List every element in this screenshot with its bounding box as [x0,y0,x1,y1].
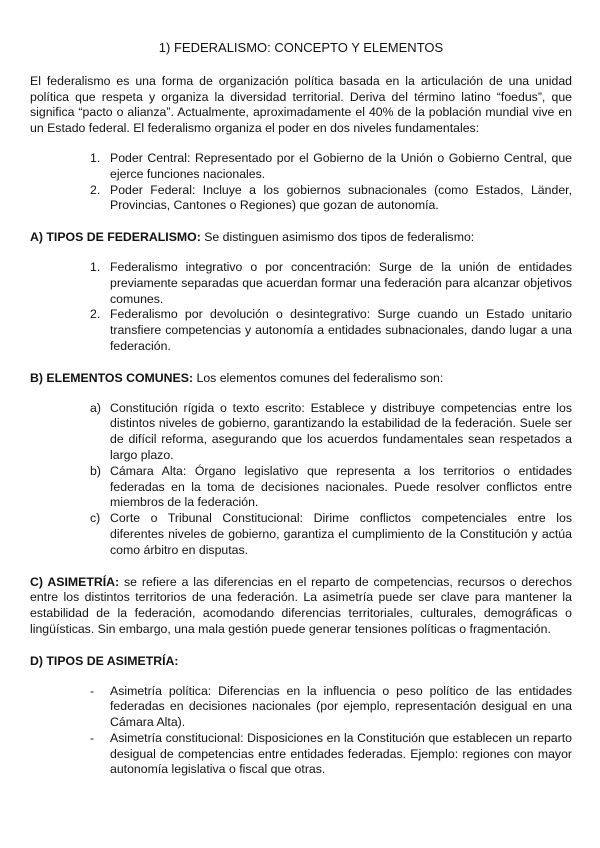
section-d-heading: D) TIPOS DE ASIMETRÍA: [30,653,179,668]
list-item-text: Cámara Alta: Órgano legislativo que representa a los territorios o entidades federadas en la toma de decisiones nacionales. Puede resolver conflictos entre miembros de la federación. [110,463,572,510]
list-item-text: Corte o Tribunal Constitucional: Dirime conflictos competenciales entre los diferentes niveles de gobierno, garantiza el cumplimiento de la Constitución y actúa como árbitro en disputas. [110,511,572,557]
list-marker: - [90,730,95,745]
list-item-text: Federalismo por devolución o desintegrativo: Surge cuando un Estado unitario transfiere competencias y autonomía a entidades subnacionales, dando lugar a una federación. [110,307,572,353]
list-marker: b) [90,463,101,478]
federalism-types-list [30,260,572,355]
list-marker: 1. [90,259,101,274]
document-page [30,40,572,778]
list-item [30,684,572,731]
list-item-text: Asimetría política: Diferencias en la influencia o peso político de las entidades federadas en decisiones nacionales (por ejemplo, representación desigual en una Cámara Alta). [110,683,572,730]
list-marker: 1. [90,150,101,165]
list-item [30,183,572,215]
section-b-heading: B) ELEMENTOS COMUNES: [30,370,194,385]
list-item [30,260,572,307]
section-a-text: Se distinguen asimismo dos tipos de federalismo: [200,230,475,245]
section-c-text: se refiere a las diferencias en el reparto de competencias, recursos o derechos entre los distintos territorios de una federación. La asimetría puede ser clave para mantener la estabilidad de la federación, acomodando diferencias territoriales, culturales, demográficas o lingüísticas. Sin embargo, una mala gestión puede generar tensiones políticas o fragmentación. [30,574,572,636]
page-title: 1) FEDERALISMO: CONCEPTO Y ELEMENTOS [158,40,444,55]
list-item [30,151,572,183]
common-elements-list [30,401,572,559]
asymmetry-types-list [30,684,572,779]
section-a-heading-paragraph [30,230,572,246]
list-marker: a) [90,400,101,415]
list-item-text: Poder Federal: Incluye a los gobiernos subnacionales (como Estados, Länder, Provincias, Cantones o Regiones) que gozan de autonomía. [110,182,572,213]
list-item [30,731,572,778]
list-item [30,307,572,354]
list-item-text: Constitución rígida o texto escrito: Establece y distribuye competencias entre los distintos niveles de gobierno, garantizando la estabilidad de la federación. Suele ser de difícil reforma, asegurando que los acuerdos fundamentales sean respetados a largo plazo. [110,400,572,462]
list-item [30,511,572,558]
list-item-text: Federalismo integrativo o por concentración: Surge de la unión de entidades previamente separadas que acuerdan formar una federación para alcanzar objetivos comunes. [110,259,572,306]
list-marker: 2. [90,182,101,197]
section-b-text: Los elementos comunes del federalismo son: [193,370,444,385]
levels-list [30,151,572,214]
section-a-heading: A) TIPOS DE FEDERALISMO: [30,230,201,245]
intro-paragraph: El federalismo es una forma de organización política basada en la articulación de una unidad política que respeta y organiza la diversidad territorial. Deriva del término latino “foedus”, que significa “pacto o alianza”. Actualmente, aproximadamente el 40% de la población mundial vive en un Estado federal. El federalismo organiza el poder en dos niveles fundamentales: [30,73,572,136]
list-item-text: Poder Central: Representado por el Gobierno de la Unión o Gobierno Central, que ejerce funciones nacionales. [110,150,572,181]
list-item-text: Asimetría constitucional: Disposiciones en la Constitución que establecen un reparto desigual de competencias entre entidades federadas. Ejemplo: regiones con mayor autonomía legislativa o fiscal que otras. [110,730,572,777]
section-d-heading-paragraph [30,654,572,670]
section-b-heading-paragraph [30,371,572,387]
list-marker: 2. [90,307,101,322]
list-item [30,401,572,464]
list-marker: c) [90,511,101,526]
section-c-paragraph [30,575,572,638]
list-marker: - [90,683,95,698]
section-c-heading: C) ASIMETRÍA: [30,574,120,589]
list-item [30,464,572,511]
